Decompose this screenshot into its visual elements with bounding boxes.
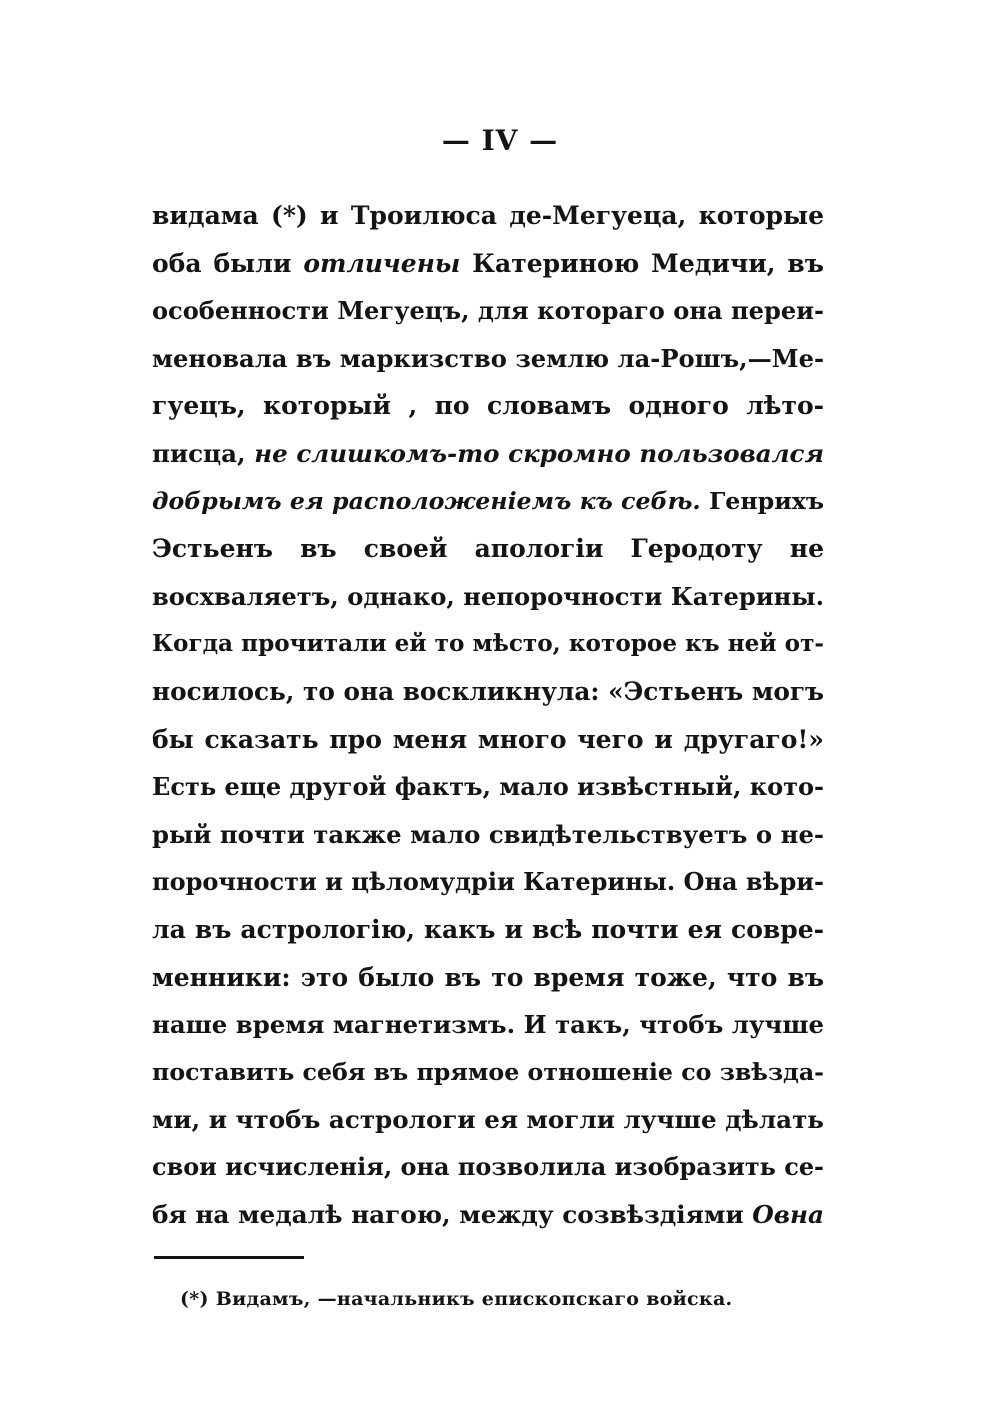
footnote-rule [154, 1256, 304, 1259]
text-line [152, 192, 824, 240]
text-line [152, 906, 824, 954]
text-segment: рый почти также мало свидѣтельствуетъ о не- [152, 819, 824, 849]
text-line [152, 287, 824, 335]
text-segment: наше время магнетизмъ. И такъ, чтобъ лучше [152, 1010, 824, 1040]
text-line [152, 525, 824, 573]
text-line [152, 811, 824, 859]
text-segment: гуецъ, который , по словамъ одного лѣто- [152, 391, 824, 421]
text-line [152, 954, 824, 1002]
page-number: — IV — [441, 124, 559, 157]
text-line [152, 573, 824, 621]
italic-text: не слишкомъ-то скромно пользовался [254, 438, 824, 468]
text-segment: оба были [152, 248, 304, 278]
text-line [152, 620, 824, 668]
text-line [152, 716, 824, 764]
text-segment: поставить себя въ прямое отношеніе со звѣзда- [152, 1057, 824, 1086]
text-segment: писца, [152, 438, 255, 468]
text-segment: ла въ астрологію, какъ и всѣ почти ея совре- [152, 914, 824, 944]
footnote: (*) Видамъ, —начальникъ епископскаго войска. [180, 1288, 733, 1310]
text-segment: бы сказать про меня много чего и другаго!» [152, 724, 824, 754]
text-segment: восхваляетъ, однако, непорочности Катерины. [152, 581, 824, 611]
text-segment: ми, и чтобъ астрологи ея могли лучше дѣлать [152, 1105, 824, 1135]
text-line [152, 1191, 824, 1239]
text-segment: порочности и цѣломудріи Катерины. Она вѣри- [152, 867, 824, 897]
italic-text: добрымъ ея расположеніемъ къ себѣ. [152, 486, 701, 515]
italic-text: Овна [752, 1200, 824, 1230]
text-segment: меновала въ маркизство землю ла-Рошъ,—Ме- [152, 343, 824, 373]
text-line [152, 1049, 824, 1097]
text-segment: Эстьенъ въ своей апологіи Геродоту не [152, 534, 824, 564]
text-segment: особенности Мегуецъ, для котораго она переи- [152, 296, 824, 326]
text-segment: Есть еще другой фактъ, мало извѣстный, кото- [152, 772, 824, 802]
text-line [152, 382, 824, 430]
text-segment: видама (*) и Троилюса де-Мегуеца, которые [152, 201, 824, 230]
text-line [152, 1096, 824, 1144]
text-line [152, 430, 824, 478]
text-line [152, 763, 824, 811]
text-line [152, 858, 824, 906]
text-segment: бя на медалѣ нагою, между созвѣздіями [152, 1200, 753, 1230]
text-segment: менники: это было въ то время тоже, что въ [152, 962, 824, 992]
text-line [152, 1144, 824, 1192]
text-line [152, 1001, 824, 1049]
text-segment: Катериною Медичи, въ [460, 248, 824, 278]
text-line [152, 478, 824, 526]
text-segment: Когда прочитали ей то мѣсто, которое къ ней от- [152, 630, 824, 658]
italic-text: отличены [303, 248, 461, 278]
text-line [152, 240, 824, 288]
text-line [152, 668, 824, 716]
text-line [152, 335, 824, 383]
text-segment: свои исчисленія, она позволила изобразить се- [152, 1152, 824, 1181]
text-segment: носилось, то она воскликнула: «Эстьенъ могъ [152, 676, 824, 706]
body-text [152, 192, 824, 1239]
text-segment: Генрихъ [700, 486, 824, 515]
